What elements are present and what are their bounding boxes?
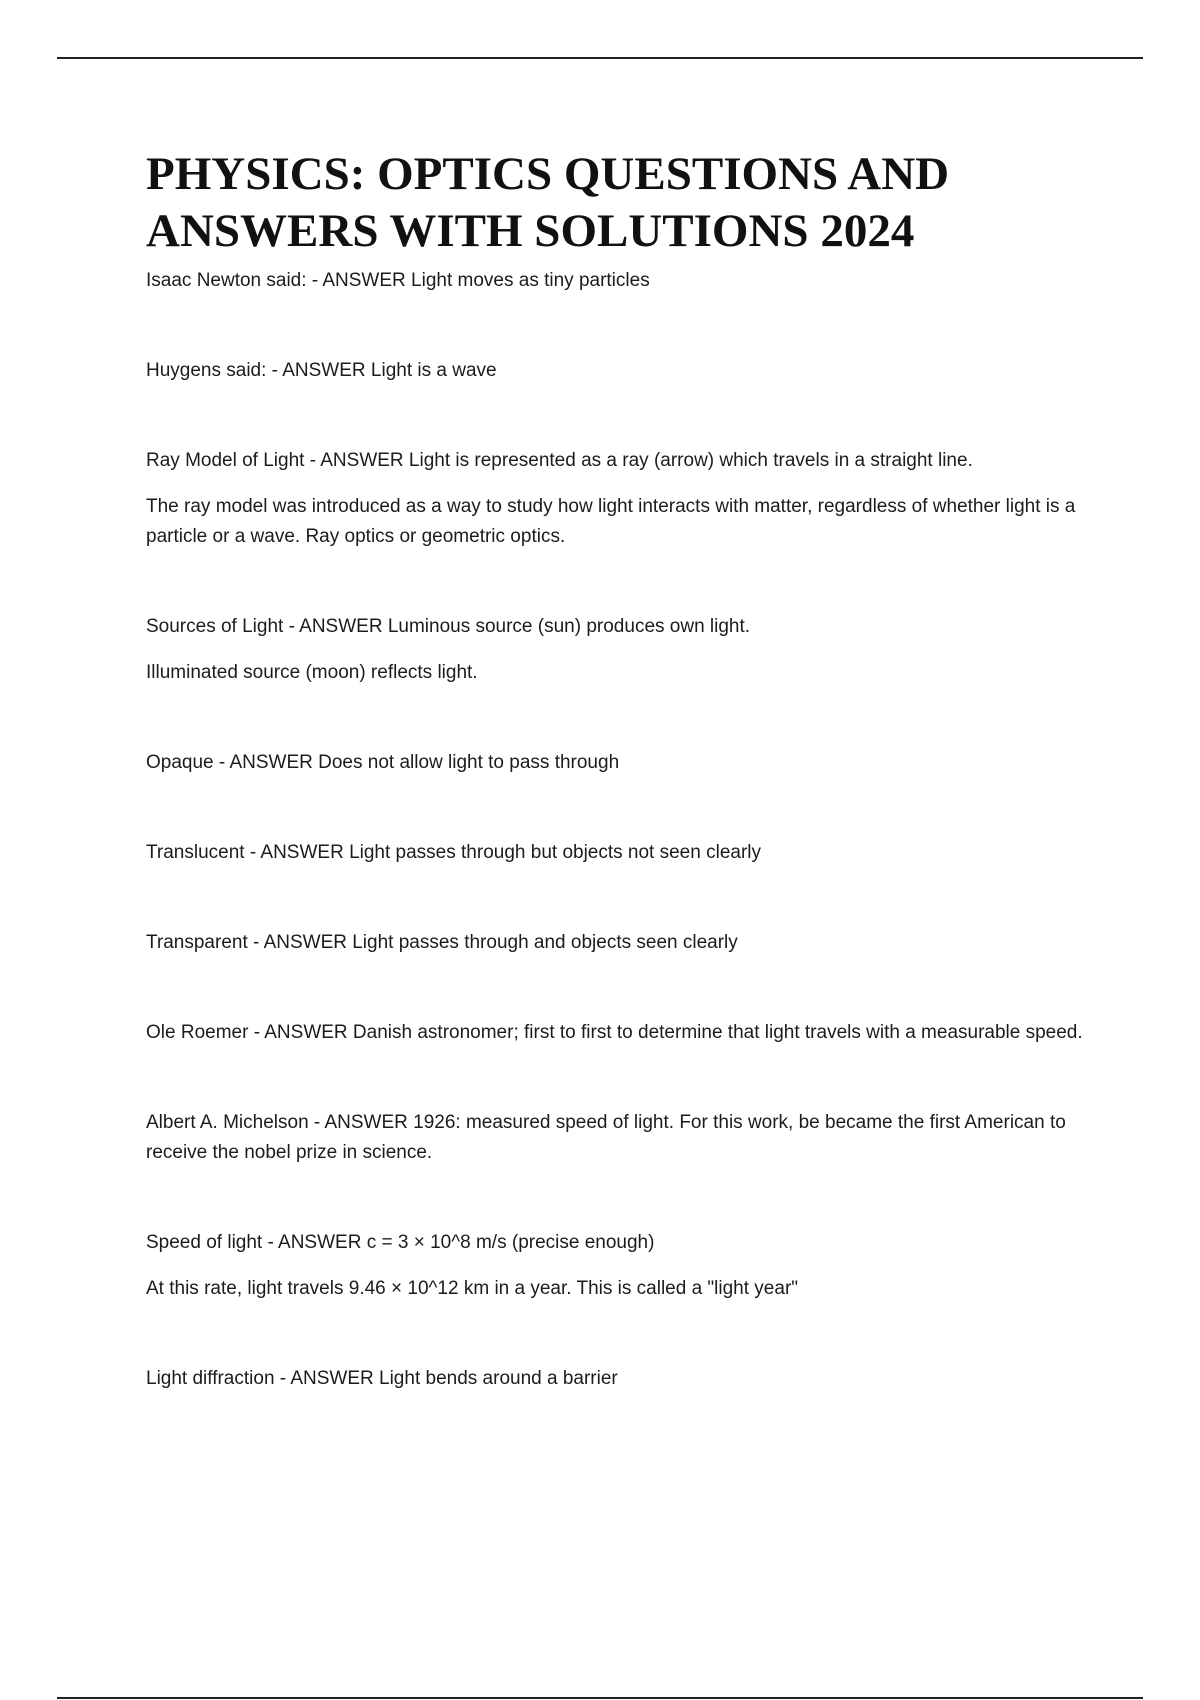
qa-text: Ole Roemer - ANSWER Danish astronomer; first to first to determine that light travels with a measurable speed. [146,1022,1083,1043]
qa-text: Sources of Light - ANSWER Luminous source (sun) produces own light. [146,616,751,637]
qa-entry [146,1108,1086,1168]
document-body [146,146,1086,1394]
qa-entry [146,838,1086,868]
qa-text-continued: Illuminated source (moon) reflects light. [146,662,478,683]
qa-entry [146,356,1086,386]
qa-entry [146,446,1086,552]
qa-text: Opaque - ANSWER Does not allow light to pass through [146,752,620,773]
qa-entry [146,1364,1086,1394]
page-top-rule [57,57,1143,59]
qa-text: Isaac Newton said: - ANSWER Light moves as tiny particles [146,270,650,291]
document-title: PHYSICS: OPTICS QUESTIONS AND ANSWERS WITH SOLUTIONS 2024 [146,148,950,257]
qa-entry [146,928,1086,958]
qa-entry [146,748,1086,778]
qa-text: Transparent - ANSWER Light passes through and objects seen clearly [146,932,738,953]
qa-text: Albert A. Michelson - ANSWER 1926: measured speed of light. For this work, be became the first American to receive the nobel prize in science. [146,1112,1066,1163]
qa-text: Speed of light - ANSWER c = 3 × 10^8 m/s (precise enough) [146,1232,655,1253]
qa-text: Ray Model of Light - ANSWER Light is represented as a ray (arrow) which travels in a straight line. [146,450,973,471]
qa-text: Light diffraction - ANSWER Light bends around a barrier [146,1368,618,1389]
qa-entry [146,1228,1086,1304]
qa-text-continued: At this rate, light travels 9.46 × 10^12 km in a year. This is called a "light year" [146,1278,799,1299]
qa-text-continued: The ray model was introduced as a way to study how light interacts with matter, regardless of whether light is a particle or a wave. Ray optics or geometric optics. [146,496,1076,547]
qa-list [146,266,1086,1394]
qa-text: Huygens said: - ANSWER Light is a wave [146,360,497,381]
qa-text: Translucent - ANSWER Light passes through but objects not seen clearly [146,842,761,863]
qa-entry [146,266,1086,296]
qa-entry [146,612,1086,688]
qa-entry [146,1018,1086,1048]
page-bottom-rule [57,1697,1143,1699]
